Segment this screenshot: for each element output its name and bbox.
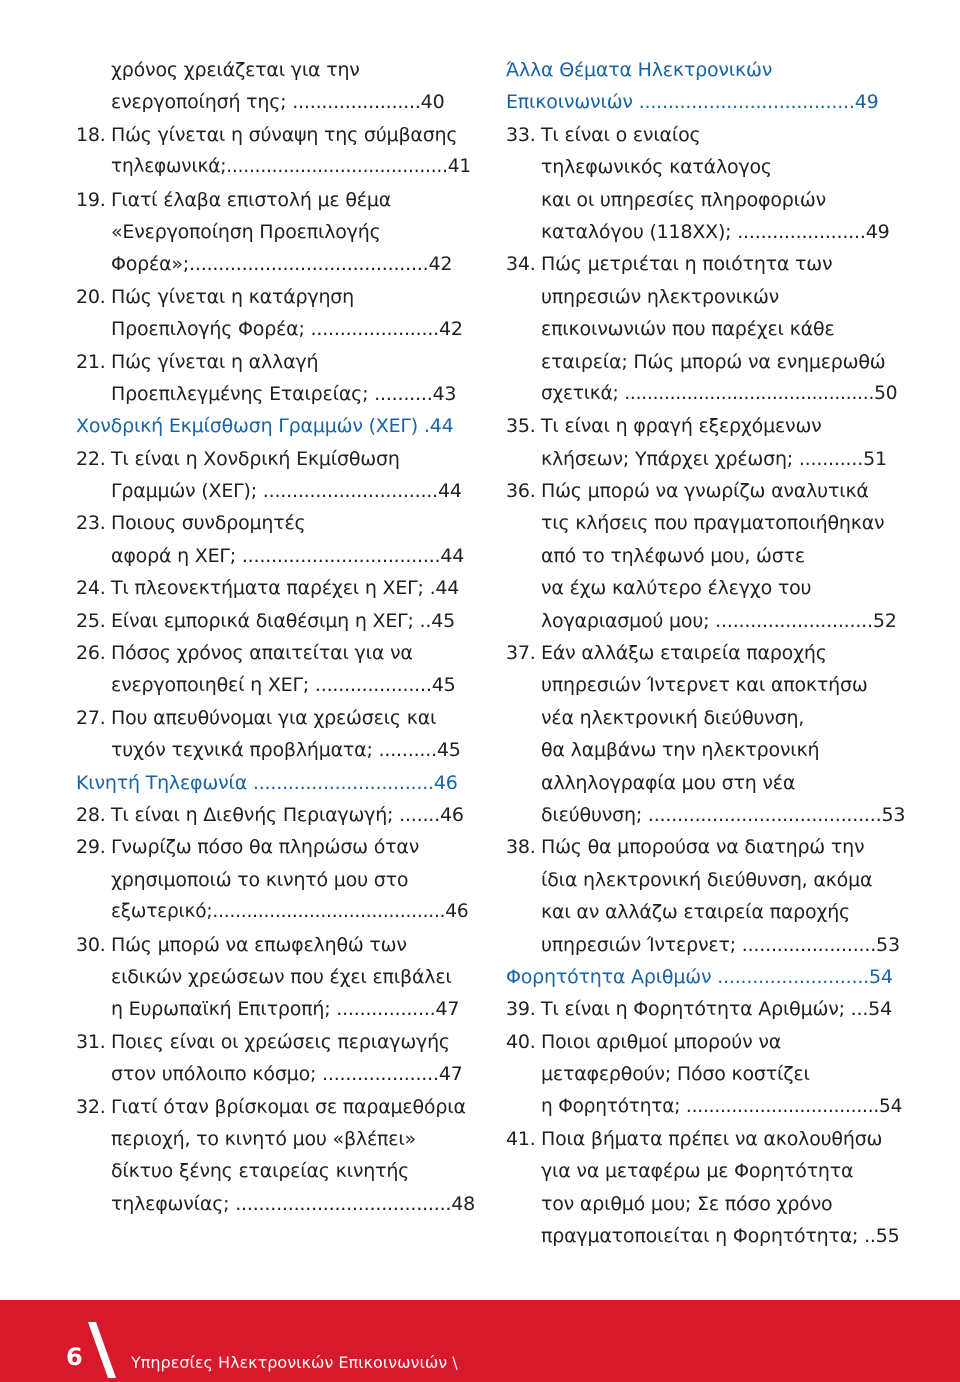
toc-entry-text: χρησιμοποιώ το κινητό μου στο xyxy=(111,868,409,891)
toc-section-text: Επικοινωνιών .....................................49 xyxy=(506,91,879,114)
toc-entry[interactable] xyxy=(76,896,476,928)
toc-entry-number: 25. xyxy=(76,609,106,632)
toc-entry[interactable] xyxy=(76,864,476,896)
toc-entry[interactable] xyxy=(506,248,906,280)
toc-entry[interactable] xyxy=(506,378,906,410)
toc-entry-text: τηλεφωνικός κατάλογος xyxy=(541,156,772,179)
toc-entry-number: 29. xyxy=(76,836,106,859)
toc-entry-number: 28. xyxy=(76,803,106,826)
toc-entry[interactable] xyxy=(506,1091,906,1123)
toc-entry[interactable] xyxy=(506,507,906,539)
toc-entry-text: υπηρεσιών Ίντερνετ και αποκτήσω xyxy=(541,674,868,697)
toc-entry[interactable] xyxy=(506,540,906,572)
toc-entry-text: Τι είναι ο ενιαίος xyxy=(541,123,701,146)
toc-entry-number: 36. xyxy=(506,480,536,503)
toc-entry[interactable] xyxy=(506,1026,906,1058)
toc-entry-number: 26. xyxy=(76,642,106,665)
toc-entry-text: πραγματοποιείται η Φορητότητα; ..55 xyxy=(541,1225,900,1248)
toc-entry[interactable] xyxy=(506,313,906,345)
toc-entry[interactable] xyxy=(76,443,476,475)
toc-entry-text: ειδικών χρεώσεων που έχει επιβάλει xyxy=(111,965,452,988)
toc-entry-text: υπηρεσιών Ίντερνετ; .......................53 xyxy=(541,933,900,956)
toc-entry-text: η Φορητότητα; ..................................54 xyxy=(541,1095,903,1117)
toc-entry-text: Πώς μπορώ να επωφεληθώ των xyxy=(111,933,407,956)
toc-entry-number: 31. xyxy=(76,1030,106,1053)
toc-entry[interactable] xyxy=(506,637,906,669)
toc-entry-text: θα λαμβάνω την ηλεκτρονική xyxy=(541,739,820,762)
toc-entry-text: «Ενεργοποίηση Προεπιλογής xyxy=(111,220,381,243)
toc-entry-text: Τι είναι η Διεθνής Περιαγωγή; .......46 xyxy=(111,803,464,826)
toc-entry-text: Πώς θα μπορούσα να διατηρώ την xyxy=(541,836,865,859)
toc-entry-text: ενεργοποίησή της; ......................40 xyxy=(111,91,445,114)
toc-entry-number: 32. xyxy=(76,1095,106,1118)
toc-entry-text: κλήσεων; Υπάρχει χρέωση; ...........51 xyxy=(541,447,887,470)
toc-entry-text: εταιρεία; Πώς μπορώ να ενημερωθώ xyxy=(541,350,886,373)
toc-entry[interactable] xyxy=(506,1058,906,1090)
toc-entry-text: για να μεταφέρω με Φορητότητα xyxy=(541,1160,854,1183)
toc-entry[interactable] xyxy=(506,410,906,442)
toc-entry-text: Πώς γίνεται η σύναψη της σύμβασης xyxy=(111,123,458,146)
toc-entry-text: τις κλήσεις που πραγματοποιήθηκαν xyxy=(541,512,885,535)
toc-entry-text: Φορέα»;.........................................42 xyxy=(111,253,453,276)
toc-entry[interactable] xyxy=(76,540,476,572)
toc-entry[interactable] xyxy=(506,1123,906,1155)
toc-entry-number: 37. xyxy=(506,642,536,665)
toc-entry-text: Ποιες είναι οι χρεώσεις περιαγωγής xyxy=(111,1030,450,1053)
toc-entry[interactable] xyxy=(506,669,906,701)
toc-entry[interactable] xyxy=(506,734,906,766)
toc-entry-text: Ποια βήματα πρέπει να ακολουθήσω xyxy=(541,1127,883,1150)
toc-entry[interactable] xyxy=(76,475,476,507)
footer-title: Υπηρεσίες Ηλεκτρονικών Επικοινωνιών \ xyxy=(131,1353,458,1372)
toc-left-column xyxy=(76,54,476,1220)
toc-entry[interactable] xyxy=(76,1091,476,1123)
toc-section-heading[interactable] xyxy=(506,54,906,86)
toc-entry[interactable] xyxy=(76,572,476,604)
toc-entry[interactable] xyxy=(76,507,476,539)
toc-entry[interactable] xyxy=(506,475,906,507)
toc-entry-number: 27. xyxy=(76,706,106,729)
toc-entry-text: Είναι εμπορικά διαθέσιμη η ΧΕΓ; ..45 xyxy=(111,609,456,632)
toc-section-text: Κινητή Τηλεφωνία ...............................46 xyxy=(76,771,458,794)
toc-entry[interactable] xyxy=(76,1058,476,1090)
toc-entry-text: διεύθυνση; ........................................53 xyxy=(541,803,906,826)
toc-entry-text: Τι είναι η Χονδρική Εκμίσθωση xyxy=(111,447,400,470)
toc-entry[interactable] xyxy=(506,929,906,961)
toc-entry-number: 34. xyxy=(506,253,536,276)
toc-entry-number: 21. xyxy=(76,350,106,373)
toc-entry-text: Γιατί έλαβα επιστολή με θέμα xyxy=(111,188,392,211)
toc-entry[interactable] xyxy=(506,151,906,183)
toc-entry[interactable] xyxy=(76,1123,476,1155)
toc-entry[interactable] xyxy=(76,216,476,248)
toc-section-text: Χονδρική Εκμίσθωση Γραμμών (ΧΕΓ) .44 xyxy=(76,415,454,438)
toc-entry-text: τον αριθμό μου; Σε πόσο χρόνο xyxy=(541,1192,833,1215)
toc-entry-text: Ποιοι αριθμοί μπορούν να xyxy=(541,1030,782,1053)
toc-entry[interactable] xyxy=(76,637,476,669)
toc-entry-number: 20. xyxy=(76,285,106,308)
toc-entry[interactable] xyxy=(76,378,476,410)
toc-entry-text: Γραμμών (ΧΕΓ); ..............................44 xyxy=(111,480,462,503)
toc-entry-number: 19. xyxy=(76,188,106,211)
toc-entry[interactable] xyxy=(76,346,476,378)
toc-entry-text: Πώς μετριέται η ποιότητα των xyxy=(541,253,833,276)
toc-entry-text: επικοινωνιών που παρέχει κάθε xyxy=(541,318,835,341)
toc-entry-text: νέα ηλεκτρονική διεύθυνση, xyxy=(541,706,805,729)
toc-entry-text: στον υπόλοιπο κόσμο; ....................47 xyxy=(111,1063,463,1086)
toc-entry[interactable] xyxy=(506,831,906,863)
toc-entry[interactable] xyxy=(506,702,906,734)
toc-entry[interactable] xyxy=(506,1155,906,1187)
toc-entry-text: Εάν αλλάξω εταιρεία παροχής xyxy=(541,642,827,665)
toc-entry[interactable] xyxy=(76,281,476,313)
toc-entry-text: Πόσος χρόνος απαιτείται για να xyxy=(111,642,413,665)
toc-section-heading[interactable] xyxy=(506,961,906,993)
toc-section-heading[interactable] xyxy=(76,767,476,799)
toc-entry[interactable] xyxy=(506,767,906,799)
toc-entry-text: Προεπιλογής Φορέα; ......................42 xyxy=(111,318,463,341)
toc-entry[interactable] xyxy=(76,151,476,183)
toc-entry[interactable] xyxy=(76,184,476,216)
toc-entry-number: 22. xyxy=(76,447,106,470)
toc-entry-text: και οι υπηρεσίες πληροφοριών xyxy=(541,188,827,211)
toc-entry-text: Τι πλεονεκτήματα παρέχει η ΧΕΓ; .44 xyxy=(111,577,460,600)
toc-entry-text: από το τηλέφωνό μου, ώστε xyxy=(541,544,805,567)
toc-entry-text: τηλεφωνίας; .....................................48 xyxy=(111,1192,476,1215)
toc-entry[interactable] xyxy=(76,86,476,118)
toc-entry[interactable] xyxy=(76,831,476,863)
toc-entry[interactable] xyxy=(506,281,906,313)
toc-section-text: Άλλα Θέματα Ηλεκτρονικών xyxy=(506,59,773,81)
toc-entry[interactable] xyxy=(76,313,476,345)
toc-entry[interactable] xyxy=(76,993,476,1025)
toc-section-heading[interactable] xyxy=(76,410,476,442)
toc-entry[interactable] xyxy=(506,1188,906,1220)
toc-entry-text: και αν αλλάζω εταιρεία παροχής xyxy=(541,901,850,924)
toc-entry-text: αφορά η ΧΕΓ; ..................................44 xyxy=(111,544,465,567)
toc-entry[interactable] xyxy=(76,1155,476,1187)
toc-entry[interactable] xyxy=(76,248,476,280)
toc-entry-number: 24. xyxy=(76,577,106,600)
toc-entry[interactable] xyxy=(506,184,906,216)
toc-entry-text: Τι είναι η Φορητότητα Αριθμών; ...54 xyxy=(541,998,892,1021)
toc-entry[interactable] xyxy=(506,896,906,928)
toc-entry[interactable] xyxy=(76,929,476,961)
toc-entry[interactable] xyxy=(76,1188,476,1220)
toc-entry-text: μεταφερθούν; Πόσο κοστίζει xyxy=(541,1063,810,1086)
toc-entry-text: λογαριασμού μου; ...........................52 xyxy=(541,609,897,632)
toc-entry-text: Ποιους συνδρομητές xyxy=(111,512,306,535)
toc-entry-text: εξωτερικό;.........................................46 xyxy=(111,901,469,923)
toc-entry-number: 40. xyxy=(506,1030,536,1053)
toc-entry-number: 23. xyxy=(76,512,106,535)
toc-entry-number: 18. xyxy=(76,123,106,146)
toc-entry[interactable] xyxy=(506,993,906,1025)
toc-entry-text: καταλόγου (118ΧΧ); ......................49 xyxy=(541,220,890,243)
toc-entry[interactable] xyxy=(76,799,476,831)
toc-entry[interactable] xyxy=(506,799,906,831)
toc-entry-text: Πώς γίνεται η κατάργηση xyxy=(111,285,354,308)
toc-entry[interactable] xyxy=(506,605,906,637)
toc-entry[interactable] xyxy=(506,119,906,151)
toc-entry-text: Που απευθύνομαι για χρεώσεις και xyxy=(111,706,437,729)
toc-entry-text: Γνωρίζω πόσο θα πληρώσω όταν xyxy=(111,836,420,859)
toc-entry-text: περιοχή, το κινητό μου «βλέπει» xyxy=(111,1127,416,1150)
backslash-mark-icon xyxy=(88,1322,116,1378)
toc-entry-text: αλληλογραφία μου στη νέα xyxy=(541,771,796,794)
toc-entry[interactable] xyxy=(506,572,906,604)
toc-entry[interactable] xyxy=(76,605,476,637)
toc-entry[interactable] xyxy=(76,1026,476,1058)
toc-entry-number: 30. xyxy=(76,933,106,956)
toc-entry[interactable] xyxy=(76,119,476,151)
toc-entry[interactable] xyxy=(76,669,476,701)
page-number: 6 xyxy=(66,1343,83,1371)
toc-entry-text: ίδια ηλεκτρονική διεύθυνση, ακόμα xyxy=(541,868,873,891)
toc-entry-text: Γιατί όταν βρίσκομαι σε παραμεθόρια xyxy=(111,1095,466,1118)
toc-entry-text: χρόνος χρειάζεται για την xyxy=(111,59,360,81)
toc-entry-text: να έχω καλύτερο έλεγχο του xyxy=(541,577,812,600)
toc-entry-text: δίκτυο ξένης εταιρείας κινητής xyxy=(111,1160,410,1183)
toc-entry-number: 39. xyxy=(506,998,536,1021)
toc-entry-text: σχετικά; ............................................50 xyxy=(541,382,898,404)
toc-entry[interactable] xyxy=(76,54,476,86)
toc-entry-text: Πώς μπορώ να γνωρίζω αναλυτικά xyxy=(541,480,869,503)
toc-entry-text: η Ευρωπαϊκή Επιτροπή; .................47 xyxy=(111,998,460,1021)
toc-entry[interactable] xyxy=(76,702,476,734)
toc-entry-text: τυχόν τεχνικά προβλήματα; ..........45 xyxy=(111,739,461,762)
toc-entry-number: 41. xyxy=(506,1127,536,1150)
toc-entry-text: Πώς γίνεται η αλλαγή xyxy=(111,350,319,373)
toc-section-heading[interactable] xyxy=(506,86,906,118)
toc-section-text: Φορητότητα Αριθμών ..........................54 xyxy=(506,965,893,988)
toc-entry-number: 38. xyxy=(506,836,536,859)
toc-entry[interactable] xyxy=(506,1220,906,1252)
toc-right-column xyxy=(506,54,906,1252)
toc-entry-text: τηλεφωνικά;.......................................41 xyxy=(111,156,471,178)
toc-entry[interactable] xyxy=(506,864,906,896)
toc-entry-number: 35. xyxy=(506,415,536,438)
toc-entry[interactable] xyxy=(506,216,906,248)
toc-entry[interactable] xyxy=(506,443,906,475)
toc-entry-text: Προεπιλεγμένης Εταιρείας; ..........43 xyxy=(111,382,457,405)
toc-entry-number: 33. xyxy=(506,123,536,146)
toc-entry-text: υπηρεσιών ηλεκτρονικών xyxy=(541,285,780,308)
toc-entry-text: ενεργοποιηθεί η ΧΕΓ; ....................45 xyxy=(111,674,456,697)
toc-entry[interactable] xyxy=(506,346,906,378)
toc-entry[interactable] xyxy=(76,961,476,993)
toc-entry-text: Τι είναι η φραγή εξερχόμενων xyxy=(541,415,822,438)
toc-entry[interactable] xyxy=(76,734,476,766)
